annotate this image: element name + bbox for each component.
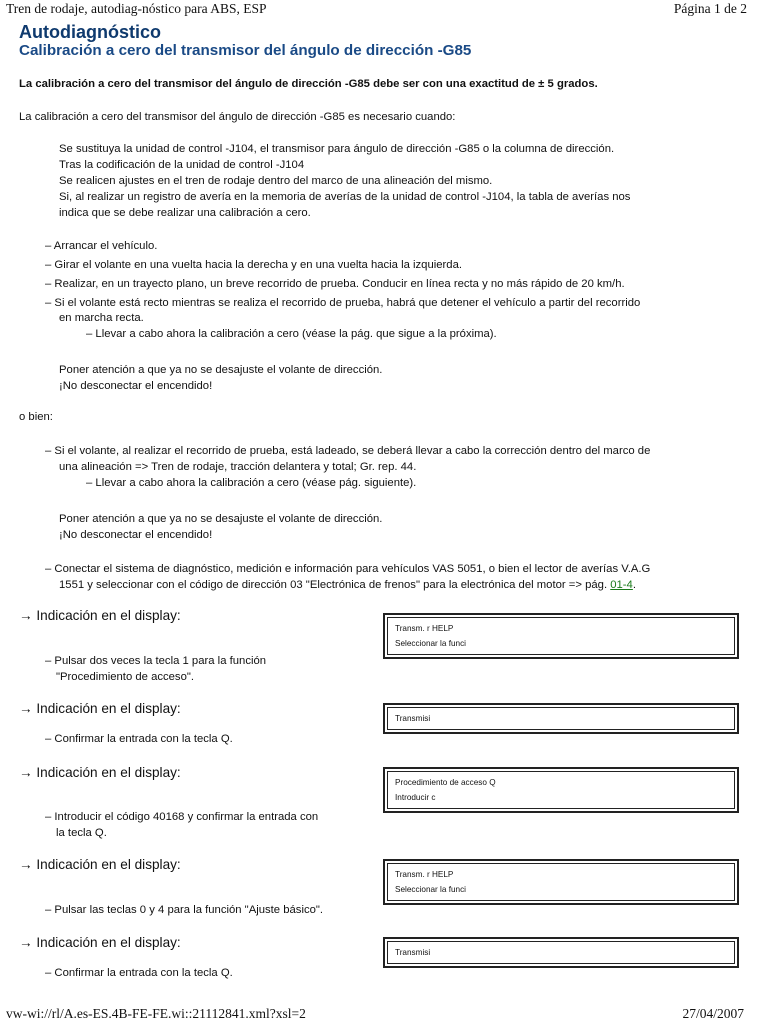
step-continuation: una alineación => Tren de rodaje, tracción delantera y total; Gr. rep. 44. (59, 461, 417, 473)
page-number: Página 1 de 2 (673, 1, 747, 16)
display-line: Transm. r HELP (395, 624, 454, 633)
footer-date: 27/04/2007 (682, 1006, 744, 1021)
page-link[interactable]: 01-4 (610, 579, 633, 591)
condition-item: indica que se debe realizar una calibración a cero. (59, 207, 311, 219)
sub-step-item: – Llevar a cabo ahora la calibración a cero (véase pág. siguiente). (86, 477, 417, 489)
display-line: Seleccionar la funci (395, 885, 466, 894)
step-item: – Si el volante, al realizar el recorrido de prueba, está ladeado, se deberá llevar a cabo la corrección dentro del marco de (45, 445, 651, 457)
intro-text: La calibración a cero del transmisor del ángulo de dirección -G85 es necesario cuando: (19, 111, 456, 123)
condition-item: Se sustituya la unidad de control -J104, el transmisor para ángulo de dirección -G85 o la columna de dirección. (59, 143, 615, 155)
display-line: Seleccionar la funci (395, 639, 466, 648)
step-item: – Realizar, en un trayecto plano, un breve recorrido de prueba. Conducir en línea recta y no más rápido de 20 km/h. (45, 278, 625, 290)
step-item: – Si el volante está recto mientras se realiza el recorrido de prueba, habrá que detener el vehículo a partir del recorrido (45, 297, 641, 309)
page-footer (6, 1005, 744, 1023)
display-box (383, 767, 739, 813)
warning-a (59, 362, 382, 394)
instruction: – Confirmar la entrada con la tecla Q. (45, 733, 233, 745)
step-continuation: en marcha recta. (59, 312, 144, 324)
display-line: Transmisi (395, 948, 431, 957)
doc-subtitle: Calibración a cero del transmisor del ángulo de dirección -G85 (19, 42, 472, 59)
warning-b (59, 511, 382, 543)
display-line: Transm. r HELP (395, 870, 454, 879)
indication-label: → Indicación en el display: (19, 608, 181, 623)
header-title: Tren de rodaje, autodiag-nóstico para ABS, ESP (6, 1, 267, 16)
footer-url: vw-wi://rl/A.es-ES.4B-FE-FE.wi::21112841.xml?xsl=2 (6, 1006, 306, 1021)
instruction: – Pulsar las teclas 0 y 4 para la función "Ajuste básico". (45, 904, 324, 916)
display-box (383, 859, 739, 905)
instruction-continuation: "Procedimiento de acceso". (56, 671, 195, 683)
instruction: – Introducir el código 40168 y confirmar la entrada con (45, 811, 319, 823)
indication-label: → Indicación en el display: (19, 701, 181, 716)
step-item: – Arrancar el vehículo. (45, 240, 158, 252)
accuracy-note: La calibración a cero del transmisor del ángulo de dirección -G85 debe ser con una exactitud de ± 5 grados. (19, 78, 598, 90)
display-line: Transmisi (395, 714, 431, 723)
steps-list-a (45, 237, 640, 313)
instruction: – Pulsar dos veces la tecla 1 para la función (45, 655, 267, 667)
display-box (383, 703, 739, 734)
warning-line: Poner atención a que ya no se desajuste el volante de dirección. (59, 513, 383, 525)
indication-label: → Indicación en el display: (19, 857, 181, 872)
condition-item: Tras la codificación de la unidad de control -J104 (59, 159, 305, 171)
instruction: – Confirmar la entrada con la tecla Q. (45, 967, 233, 979)
display-box (383, 613, 739, 659)
condition-item: Se realicen ajustes en el tren de rodaje dentro del marco de una alineación del mismo. (59, 175, 493, 187)
display-box (383, 937, 739, 968)
page-header (6, 0, 747, 20)
indication-label: → Indicación en el display: (19, 935, 181, 950)
condition-list (59, 141, 630, 221)
display-line: Introducir c (395, 793, 436, 802)
sub-step-item: – Llevar a cabo ahora la calibración a cero (véase la pág. que sigue a la próxima). (86, 328, 497, 340)
or-label: o bien: (19, 411, 53, 423)
condition-item: Si, al realizar un registro de avería en la memoria de averías de la unidad de control -J104, la tabla de averías nos (59, 191, 631, 203)
indication-label: → Indicación en el display: (19, 765, 181, 780)
connect-step: – Conectar el sistema de diagnóstico, medición e información para vehículos VAS 5051, o bien el lector de averías V.A.G (45, 563, 651, 575)
doc-title: Autodiagnóstico (19, 22, 161, 42)
warning-line: Poner atención a que ya no se desajuste el volante de dirección. (59, 364, 383, 376)
instruction-continuation: la tecla Q. (56, 827, 107, 839)
step-item: – Girar el volante en una vuelta hacia la derecha y en una vuelta hacia la izquierda. (45, 259, 462, 271)
warning-line: ¡No desconectar el encendido! (59, 380, 213, 392)
connect-step-continuation: 1551 y seleccionar con el código de dirección 03 "Electrónica de frenos" para la electrónica del motor => pág. 01-4. (59, 579, 636, 591)
warning-line: ¡No desconectar el encendido! (59, 529, 213, 541)
display-line: Procedimiento de acceso Q (395, 778, 496, 787)
